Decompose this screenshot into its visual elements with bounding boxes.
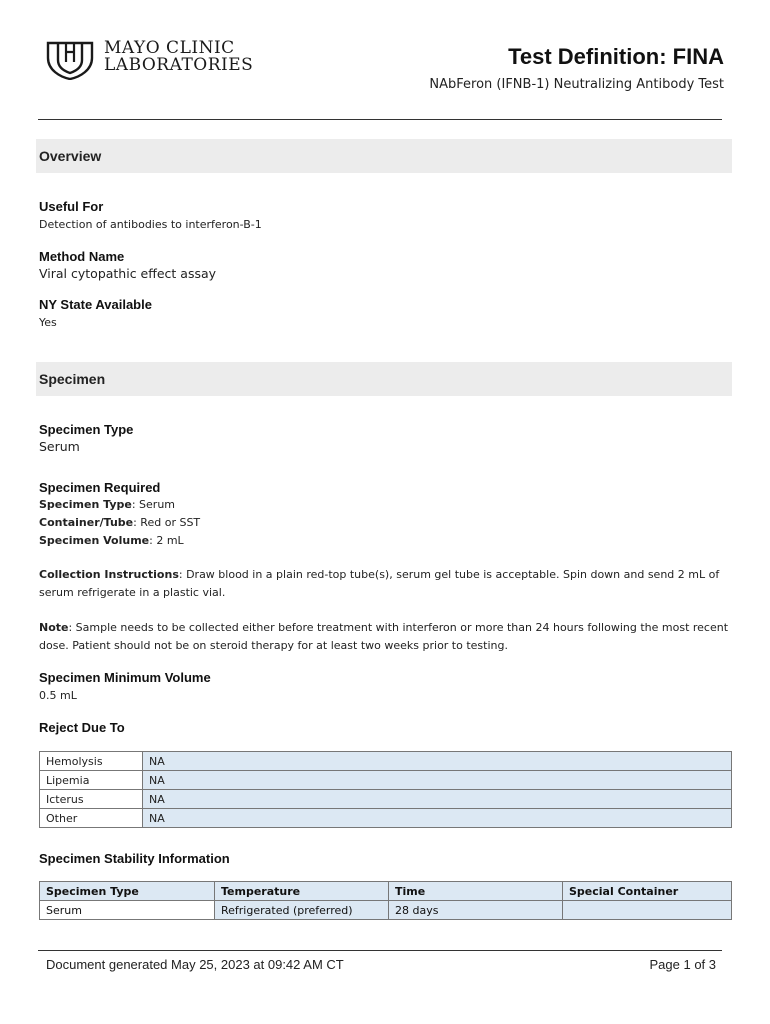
note-key: Note: [39, 621, 69, 634]
reject-name: Other: [40, 809, 143, 828]
min-volume-value: 0.5 mL: [39, 689, 77, 702]
reject-value: NA: [143, 771, 732, 790]
min-volume-label: Specimen Minimum Volume: [39, 670, 211, 685]
stability-header: Special Container: [563, 882, 732, 901]
specimen-required-volume: [39, 532, 729, 550]
specimen-required-container: [39, 514, 729, 532]
stability-header: Specimen Type: [40, 882, 215, 901]
page-subtitle: NAbFeron (IFNB-1) Neutralizing Antibody Test: [429, 77, 724, 92]
mayo-shield-icon: [44, 40, 96, 80]
page-title: Test Definition: FINA: [508, 44, 724, 69]
req-volume-value: : 2 mL: [149, 534, 184, 547]
specimen-type-label: Specimen Type: [39, 422, 134, 437]
useful-for-label: Useful For: [39, 199, 104, 214]
reject-name: Lipemia: [40, 771, 143, 790]
footer-divider: [38, 950, 722, 951]
method-name-label: Method Name: [39, 249, 125, 264]
specimen-required-label: Specimen Required: [39, 480, 161, 495]
req-container-value: : Red or SST: [133, 516, 201, 529]
stability-temperature: Refrigerated (preferred): [215, 901, 389, 920]
stability-time: 28 days: [389, 901, 563, 920]
table-row: [40, 752, 732, 771]
table-row: [40, 790, 732, 809]
logo-line-1: MAYO CLINIC: [104, 38, 235, 58]
stability-info-label: Specimen Stability Information: [39, 851, 230, 866]
reject-value: NA: [143, 790, 732, 809]
table-row: [40, 809, 732, 828]
reject-value: NA: [143, 752, 732, 771]
stability-header: Time: [389, 882, 563, 901]
stability-type: Serum: [40, 901, 215, 920]
ny-state-label: NY State Available: [39, 297, 152, 312]
useful-for-value: Detection of antibodies to interferon-B-1: [39, 218, 262, 231]
reject-due-to-label: Reject Due To: [39, 720, 125, 735]
document-generated-date: Document generated May 25, 2023 at 09:42 AM CT: [46, 957, 344, 972]
req-container-key: Container/Tube: [39, 516, 134, 529]
reject-name: Icterus: [40, 790, 143, 809]
req-volume-key: Specimen Volume: [39, 534, 150, 547]
logo-line-2: LABORATORIES: [104, 55, 254, 75]
table-row: [40, 771, 732, 790]
collection-instructions: [39, 566, 729, 602]
specimen-heading: Specimen: [39, 371, 106, 387]
header-divider: [38, 119, 722, 120]
note-value: : Sample needs to be collected either before treatment with interferon or more than 24 hours following the most recent dose. Patient should not be on steroid therapy for at least two weeks prior to testing.: [39, 621, 729, 652]
reject-name: Hemolysis: [40, 752, 143, 771]
specimen-required-type: [39, 496, 729, 514]
reject-table: [39, 751, 732, 828]
page-number: Page 1 of 3: [649, 957, 716, 972]
method-name-value: Viral cytopathic effect assay: [39, 266, 217, 281]
specimen-type-value: Serum: [39, 439, 80, 454]
stability-table: [39, 881, 732, 920]
req-type-value: : Serum: [131, 498, 176, 511]
collection-value: : Draw blood in a plain red-top tube(s), serum gel tube is acceptable. Spin down and send 2 mL of serum refrigerate in a plastic vial.: [39, 568, 720, 599]
specimen-note: [39, 619, 729, 655]
table-header-row: [40, 882, 732, 901]
stability-container: [563, 901, 732, 920]
overview-section-header: [36, 139, 732, 173]
reject-value: NA: [143, 809, 732, 828]
stability-header: Temperature: [215, 882, 389, 901]
table-row: [40, 901, 732, 920]
specimen-section-header: [36, 362, 732, 396]
ny-state-value: Yes: [39, 316, 57, 329]
collection-key: Collection Instructions: [39, 568, 179, 581]
overview-heading: Overview: [39, 148, 102, 164]
mayo-clinic-logo: [44, 40, 253, 80]
req-type-key: Specimen Type: [39, 498, 132, 511]
